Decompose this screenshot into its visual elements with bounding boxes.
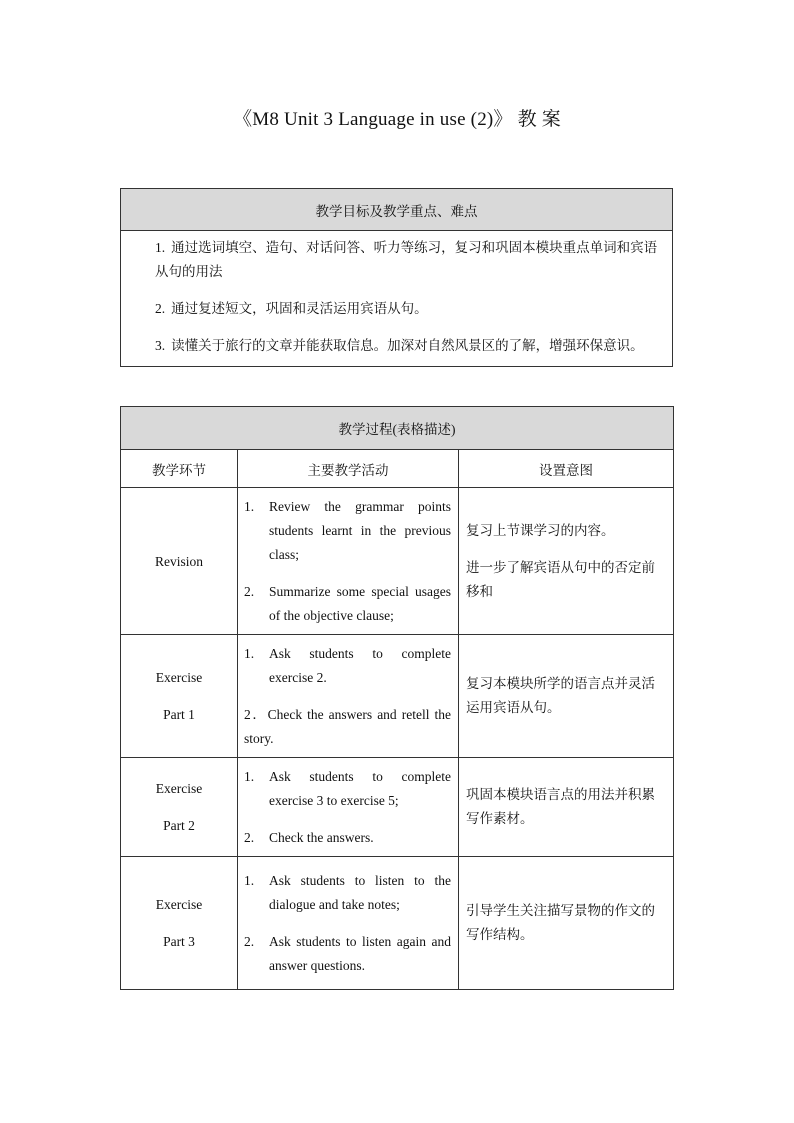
table-row <box>121 857 674 990</box>
activities-cell: 1. Ask students to listen to the dialogue and take notes; 2. Ask students to listen again and answer questions. <box>238 857 459 990</box>
objective-item: 1. 通过选词填空、造句、对话问答、听力等练习，复习和巩固本模块重点单词和宾语从句的用法 <box>155 240 658 279</box>
intent-cell: 引导学生关注描写景物的作文的写作结构。 <box>459 857 674 990</box>
objectives-body <box>121 231 673 367</box>
column-header-intent: 设置意图 <box>459 450 674 488</box>
process-header: 教学过程(表格描述) <box>121 407 674 450</box>
intent-cell: 巩固本模块语言点的用法并积累写作素材。 <box>459 758 674 857</box>
table-row <box>121 758 674 857</box>
activities-cell: 1. Review the grammar points students learnt in the previous class; 2. Summarize some special usages of the objective clause; <box>238 488 459 635</box>
stage-cell: Revision <box>121 488 238 635</box>
table-row <box>121 635 674 758</box>
objective-item: 2. 通过复述短文，巩固和灵活运用宾语从句。 <box>155 301 428 316</box>
objectives-table <box>120 188 673 367</box>
intent-cell: 复习本模块所学的语言点并灵活运用宾语从句。 <box>459 635 674 758</box>
objectives-header: 教学目标及教学重点、难点 <box>121 189 673 231</box>
stage-cell: Exercise Part 1 <box>121 635 238 758</box>
column-header-stage: 教学环节 <box>121 450 238 488</box>
activities-cell: 1. Ask students to complete exercise 3 to exercise 5; 2. Check the answers. <box>238 758 459 857</box>
objective-item: 3. 读懂关于旅行的文章并能获取信息。加深对自然风景区的了解，增强环保意识。 <box>155 338 644 353</box>
document-title: 《M8 Unit 3 Language in use (2)》 教 案 <box>233 109 561 130</box>
stage-cell: Exercise Part 3 <box>121 857 238 990</box>
column-header-activities: 主要教学活动 <box>238 450 459 488</box>
table-row <box>121 488 674 635</box>
intent-cell: 复习上节课学习的内容。 进一步了解宾语从句中的否定前移和 <box>459 488 674 635</box>
process-table <box>120 406 674 990</box>
stage-cell: Exercise Part 2 <box>121 758 238 857</box>
activities-cell: 1. Ask students to complete exercise 2. 2．Check the answers and retell the story. <box>238 635 459 758</box>
